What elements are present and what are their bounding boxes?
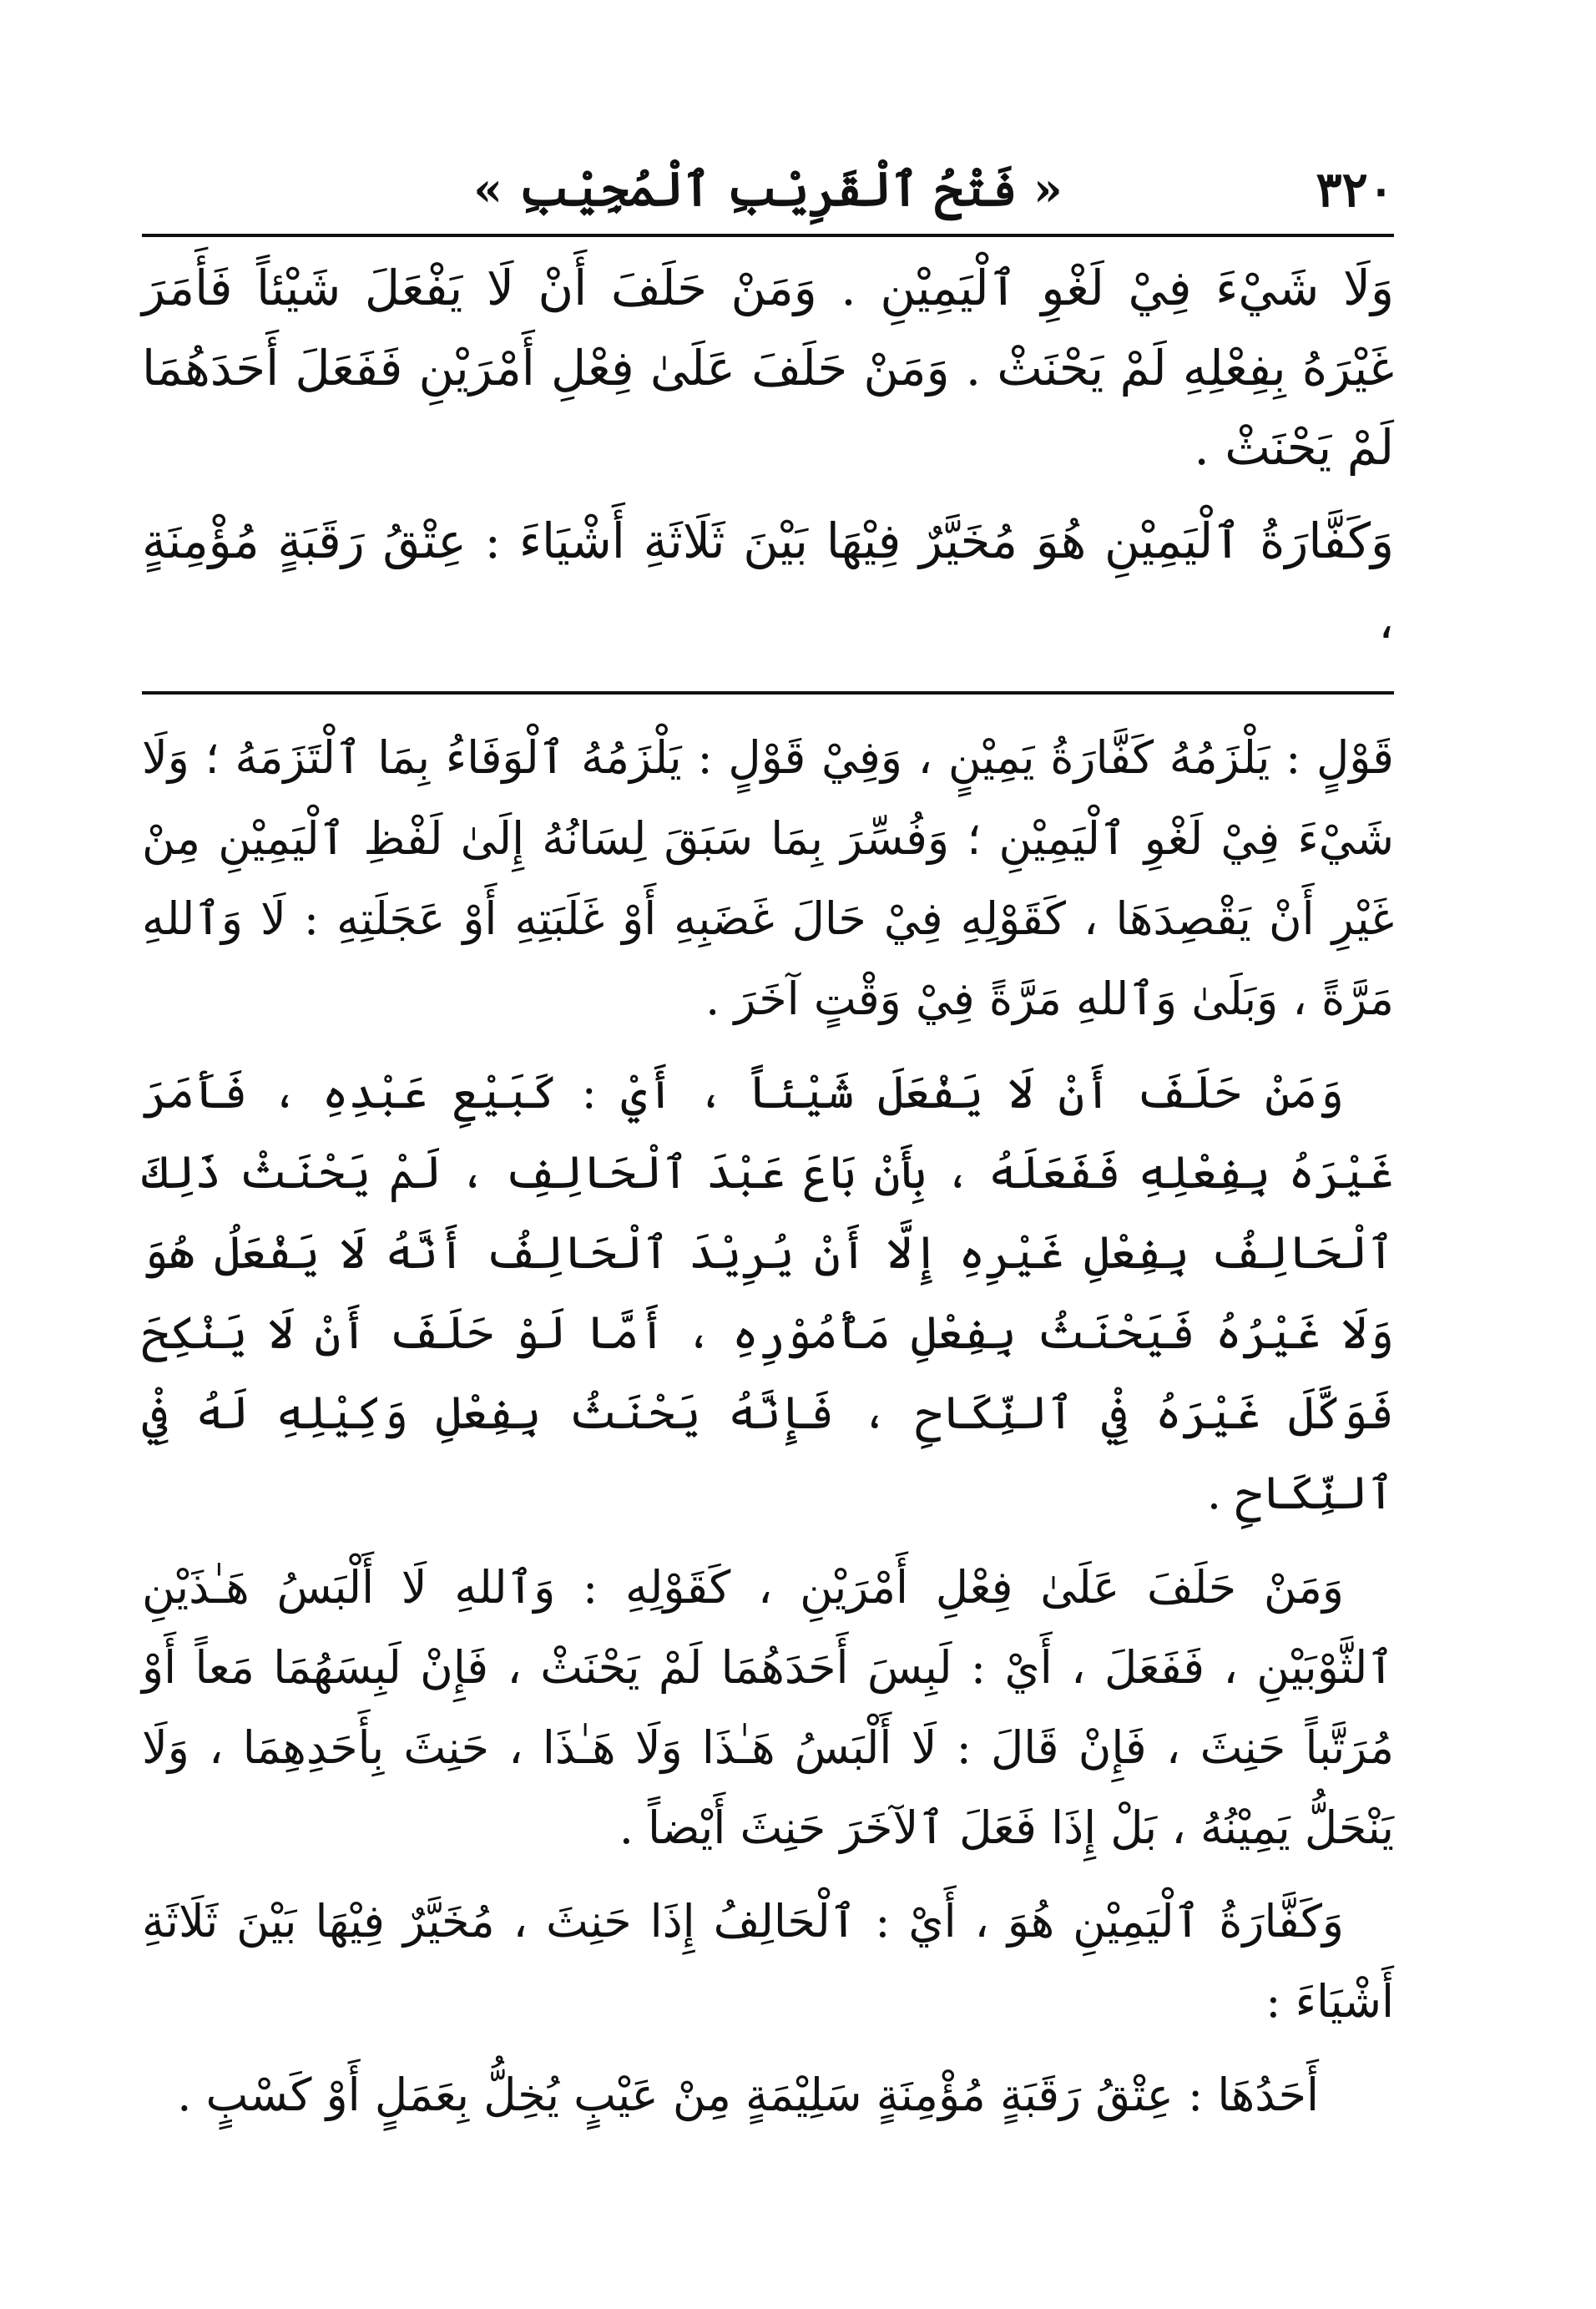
commentary-paragraph: وَمَنْ حَلَفَ عَلَىٰ فِعْلِ أَمْرَيْنِ ، كَقَوْلِهِ : وَٱللهِ لَا أَلْبَسُ هَـٰذَيْنِ ٱلثَّوْبَيْنِ ، فَفَعَلَ ، أَيْ : لَبِسَ أَحَدَهُمَا لَمْ يَحْنَثْ ، فَإِنْ لَبِسَهُمَا مَعاً أَوْ مُرَتَّباً حَنِثَ ، فَإِنْ قَالَ : لَا أَلْبَسُ هَـٰذَا وَلَا هَـٰذَا ، حَنِثَ بِأَحَدِهِمَا ، وَلَا يَنْحَلُّ يَمِيْنُهُ ، بَلْ إِذَا فَعَلَ ٱلآخَرَ حَنِثَ أَيْضاً . [142, 1560, 1394, 1854]
matn-paragraph: وَكَفَّارَةُ ٱلْيَمِيْنِ هُوَ مُخَيَّرٌ فِيْهَا بَيْنَ ثَلَاثَةِ أَشْيَاءَ : عِتْقُ رَقَبَةٍ مُؤْمِنَةٍ ، [142, 513, 1394, 649]
matn-section [142, 237, 1394, 691]
book-page [142, 150, 1394, 2149]
page-header [142, 150, 1394, 234]
commentary-section [142, 695, 1394, 2135]
commentary-paragraph: أَحَدُهَا : عِتْقُ رَقَبَةٍ مُؤْمِنَةٍ سَلِيْمَةٍ مِنْ عَيْبٍ يُخِلُّ بِعَمَلٍ أَوْ كَسْبٍ . [177, 2069, 1319, 2122]
commentary-paragraph: قَوْلٍ : يَلْزَمُهُ كَفَّارَةُ يَمِيْنٍ ، وَفِيْ قَوْلٍ : يَلْزَمُهُ ٱلْوَفَاءُ بِمَا ٱلْتَزَمَهُ ؛ وَلَا شَيْءَ فِيْ لَغْوِ ٱلْيَمِيْنِ ؛ وَفُسِّرَ بِمَا سَبَقَ لِسَانُهُ إِلَىٰ لَفْظِ ٱلْيَمِيْنِ مِنْ غَيْرِ أَنْ يَقْصِدَهَا ، كَقَوْلِهِ فِيْ حَالَ غَضَبِهِ أَوْ غَلَبَتِهِ أَوْ عَجَلَتِهِ : لَا وَٱللهِ مَرَّةً ، وَبَلَىٰ وَٱللهِ مَرَّةً فِيْ وَقْتٍ آخَرَ . [142, 731, 1394, 1025]
commentary-paragraph: وَمَنْ حَلَفَ أَنْ لَا يَفْعَلَ شَيْئاً ، أَيْ : كَبَيْعِ عَبْدِهِ ، فَأَمَرَ غَيْرَهُ بِفِعْلِهِ فَفَعَلَهُ ، بِأَنْ بَاعَ عَبْدَ ٱلْحَالِفِ ، لَمْ يَحْنَثْ ذَلِكَ ٱلْحَالِفُ بِفِعْلِ غَيْرِهِ إِلَّا أَنْ يُرِيْدَ ٱلْحَالِفُ أَنَّهُ لَا يَفْعَلُ هُوَ وَلَا غَيْرُهُ فَيَحْنَثُ بِفِعْلِ مَأْمُوْرِهِ ، أَمَّا لَوْ حَلَفَ أَنْ لَا يَنْكِحَ فَوَكَّلَ غَيْرَهُ فِيْ ٱلنِّكَاحِ ، فَإِنَّهُ يَحْنَثُ بِفِعْلِ وَكِيْلِهِ لَهُ فِيْ ٱلنِّكَاحِ . [142, 1065, 1394, 1520]
matn-paragraph: وَلَا شَيْءَ فِيْ لَغْوِ ٱلْيَمِيْنِ . وَمَنْ حَلَفَ أَنْ لَا يَفْعَلَ شَيْئاً فَأَمَرَ غَيْرَهُ بِفِعْلِهِ لَمْ يَحْنَثْ . وَمَنْ حَلَفَ عَلَىٰ فِعْلِ أَمْرَيْنِ فَفَعَلَ أَحَدَهُمَا لَمْ يَحْنَثْ . [142, 260, 1394, 477]
page-number: ٣٢٠ [1316, 161, 1394, 218]
running-title: « فَتْحُ ٱلْقَرِيْبِ ٱلْمُجِيْبِ » [473, 162, 1063, 217]
commentary-paragraph: وَكَفَّارَةُ ٱلْيَمِيْنِ هُوَ ، أَيْ : ٱلْحَالِفُ إِذَا حَنِثَ ، مُخَيَّرٌ فِيْهَا بَيْنَ ثَلَاثَةِ أَشْيَاءَ : [142, 1894, 1394, 2029]
